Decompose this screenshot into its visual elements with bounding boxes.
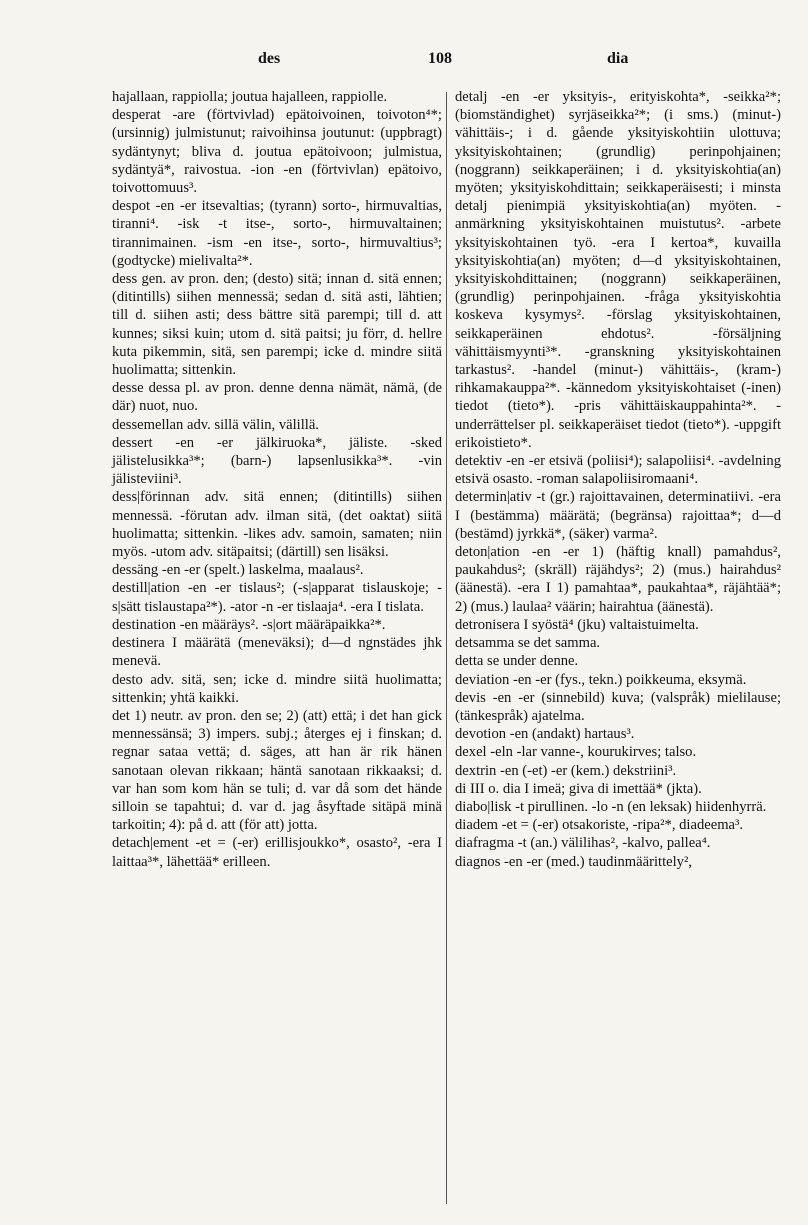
entry-detronisera: detronisera I syöstä⁴ (jku) valtaistuimelta. [455, 616, 699, 633]
entry-detachement: detach|ement -et = (-er) erillisjoukko*, osasto², -era I laittaa³*, lähettää* erilleen. [112, 835, 442, 870]
entry-diagnos: diagnos -en -er (med.) taudinmäärittely², [455, 853, 692, 870]
entry-detta: detta se under denne. [455, 653, 579, 670]
left-guide-word: des [258, 50, 281, 67]
entry-di: di III o. dia I imeä; giva di imettää* (jkta). [455, 780, 702, 797]
entry-diabolisk: diabo|lisk -t pirullinen. -lo -n (en leksak) hiidenhyrrä. [455, 798, 767, 815]
page-header [0, 50, 808, 74]
entry-destillation: destill|ation -en -er tislaus²; (-s|apparat tislauskoje; -s|sätt tislaustapa²*). -ator -n -er tislaaja⁴. -era I tislata. [112, 580, 442, 615]
entry-dextrin: dextrin -en (-et) -er (kem.) dekstriini³. [455, 762, 677, 779]
column-divider [446, 92, 447, 1204]
left-column [112, 88, 442, 871]
entry-dessang: dessäng -en -er (spelt.) laskelma, maalaus². [112, 562, 364, 579]
entry-detektiv: detektiv -en -er etsivä (poliisi⁴); salapoliisi⁴. -avdelning etsivä osasto. -roman salapoliisiromaani⁴. [455, 453, 781, 488]
right-guide-word: dia [607, 50, 629, 67]
entry-dexel: dexel -eln -lar vanne-, kourukirves; talso. [455, 744, 697, 761]
entry-desperat: desperat -are (förtvivlad) epätoivoinen, toivoton⁴*; (ursinnig) julmistunut; raivoihinsa joutunut: (uppbragt) sydäntynyt; bliva d. joutua epätoivoon; julmistua, sydäntyä*, raivostua. -ion -en (förtvivlan) epätoivo, toivottomuus³. [112, 107, 442, 197]
entry-diafragma: diafragma -t (an.) välilihas², -kalvo, pallea⁴. [455, 835, 711, 852]
entry-dessemellan: dessemellan adv. sillä välin, välillä. [112, 416, 319, 433]
entry-dess: dess gen. av pron. den; (desto) sitä; innan d. sitä ennen; (ditintills) siihen mennessä; sedan d. sitä asti, lähtien; till d. siihen asti; dess bättre sitä parempi; till d. att kunnes; siksi kuin; utom d. sitä paitsi; ju förr, d. hellre kuta pikemmin, sitä, sen parempi; icke d. mindre siitä huolimatta; sittenkin. [112, 271, 442, 379]
entry-detalj: detalj -en -er yksityis-, erityiskohta*, -seikka²*; (biomständighet) syrjäseikka²*; (i sms.) (minut-) vähittäis-; i d. gående yksityiskohtiin ulottuva; yksityiskohtainen; (grundlig) perinpohjainen; (noggrann) seikkaperäinen; i d. yksityiskohtia(an) myöten; yksityiskohdittain; seikkaperäisesti; i minsta detalj pienimpiä yksityiskohtia(an) myöten. -anmärkning yksityiskohtainen muistutus². -arbete yksityiskohtainen työ. -era I kertoa*, kuvailla yksityiskohtia(an) myöten; d—d yksityiskohtainen, yksityiskohdittainen; (noggrann) seikkaperäinen, (grundlig) perinpohjainen. -fråga yksityiskohtia koskeva kysymys². -förslag yksityiskohtainen, seikkaperäinen ehdotus². -försäljning vähittäismyynti³*. -granskning yksityiskohtainen tarkastus². -handel (minut-) vähittäis-, (kram-) rihkamakauppa²*. -kännedom yksityiskohtaiset (-inen) tiedot (tieto*). -pris vähittäiskauppahinta²*. -underrättelser pl. seikkaperäiset tiedot (tieto*). -uppgift erikoistieto*. [455, 89, 781, 451]
entry-determinativ: determin|ativ -t (gr.) rajoittavainen, determinatiivi. -era I (bestämma) määrätä; (begränsa) rajoittaa*; d—d (bestämd) jyrkkä*, (säker) varma². [455, 489, 781, 542]
entry-devotion: devotion -en (andakt) hartaus³. [455, 726, 635, 743]
entry-destinera: destinera I määrätä (meneväksi); d—d ngnstädes jhk menevä. [112, 635, 442, 670]
entry-detsamma: detsamma se det samma. [455, 635, 601, 652]
entry-despot: despot -en -er itsevaltias; (tyrann) sorto-, hirmuvaltias, tiranni⁴. -isk -t itse-, sorto-, hirmuvaltainen; tirannimainen. -ism -en itse-, sorto-, hirmuvaltius³; (godtycke) mielivalta²*. [112, 198, 442, 269]
entry-devis: devis -en -er (sinnebild) kuva; (valspråk) mielilause; (tänkespråk) ajatelma. [455, 689, 781, 724]
entry-hajallaan: hajallaan, rappiolla; joutua hajalleen, rappiolle. [112, 89, 388, 105]
entry-det: det 1) neutr. av pron. den se; 2) (att) että; i det han gick mennessänsä; 3) impers. subj.; återges ej i finskan; d. regnar sataa vettä; d. säges, att han är rik hänen sanotaan olevan rikkaan; häntä sanotaan rikkaaksi; d. var han som kom hän se tuli; d. var då som det hände silloin se tapahtui; d. var d. jag åsyftade sitäpä minä tarkoitin; 4): på d. att (för att) jotta. [112, 707, 442, 834]
page-number: 108 [428, 50, 452, 67]
entry-desto: desto adv. sitä, sen; icke d. mindre siitä huolimatta; sittenkin; yhtä kaikki. [112, 671, 442, 706]
entry-destination: destination -en määräys². -s|ort määräpaikka²*. [112, 616, 386, 633]
entry-diadem: diadem -et = (-er) otsakoriste, -ripa²*, diadeema³. [455, 817, 744, 834]
entry-dessforinnan: dess|förinnan adv. sitä ennen; (ditintills) siihen mennessä. -förutan adv. ilman sitä, (det oaktat) siitä huolimatta; sittenkin. -likes adv. samoin, samaten; niin myös. -utom adv. sitäpaitsi; (därtill) sen lisäksi. [112, 489, 442, 561]
entry-deviation: deviation -en -er (fys., tekn.) poikkeuma, eksymä. [455, 671, 747, 688]
entry-desse: desse dessa pl. av pron. denne denna nämät, nämä, (de där) nuot, nuo. [112, 380, 442, 415]
entry-detonation: deton|ation -en -er 1) (häftig knall) pamahdus², paukahdus²; (skräll) räjähdys²; 2) (mus.) hairahdus² (äänestä). -era I 1) pamahtaa*, paukahtaa*, räjähtää*; 2) (mus.) laulaa² väärin; hairahtua (äänestä). [455, 544, 781, 615]
right-column [455, 88, 781, 871]
entry-dessert: dessert -en -er jälkiruoka*, jäliste. -sked jälistelusikka³*; (barn-) lapsenlusikka³*. -vin jälisteviini³. [112, 434, 442, 488]
